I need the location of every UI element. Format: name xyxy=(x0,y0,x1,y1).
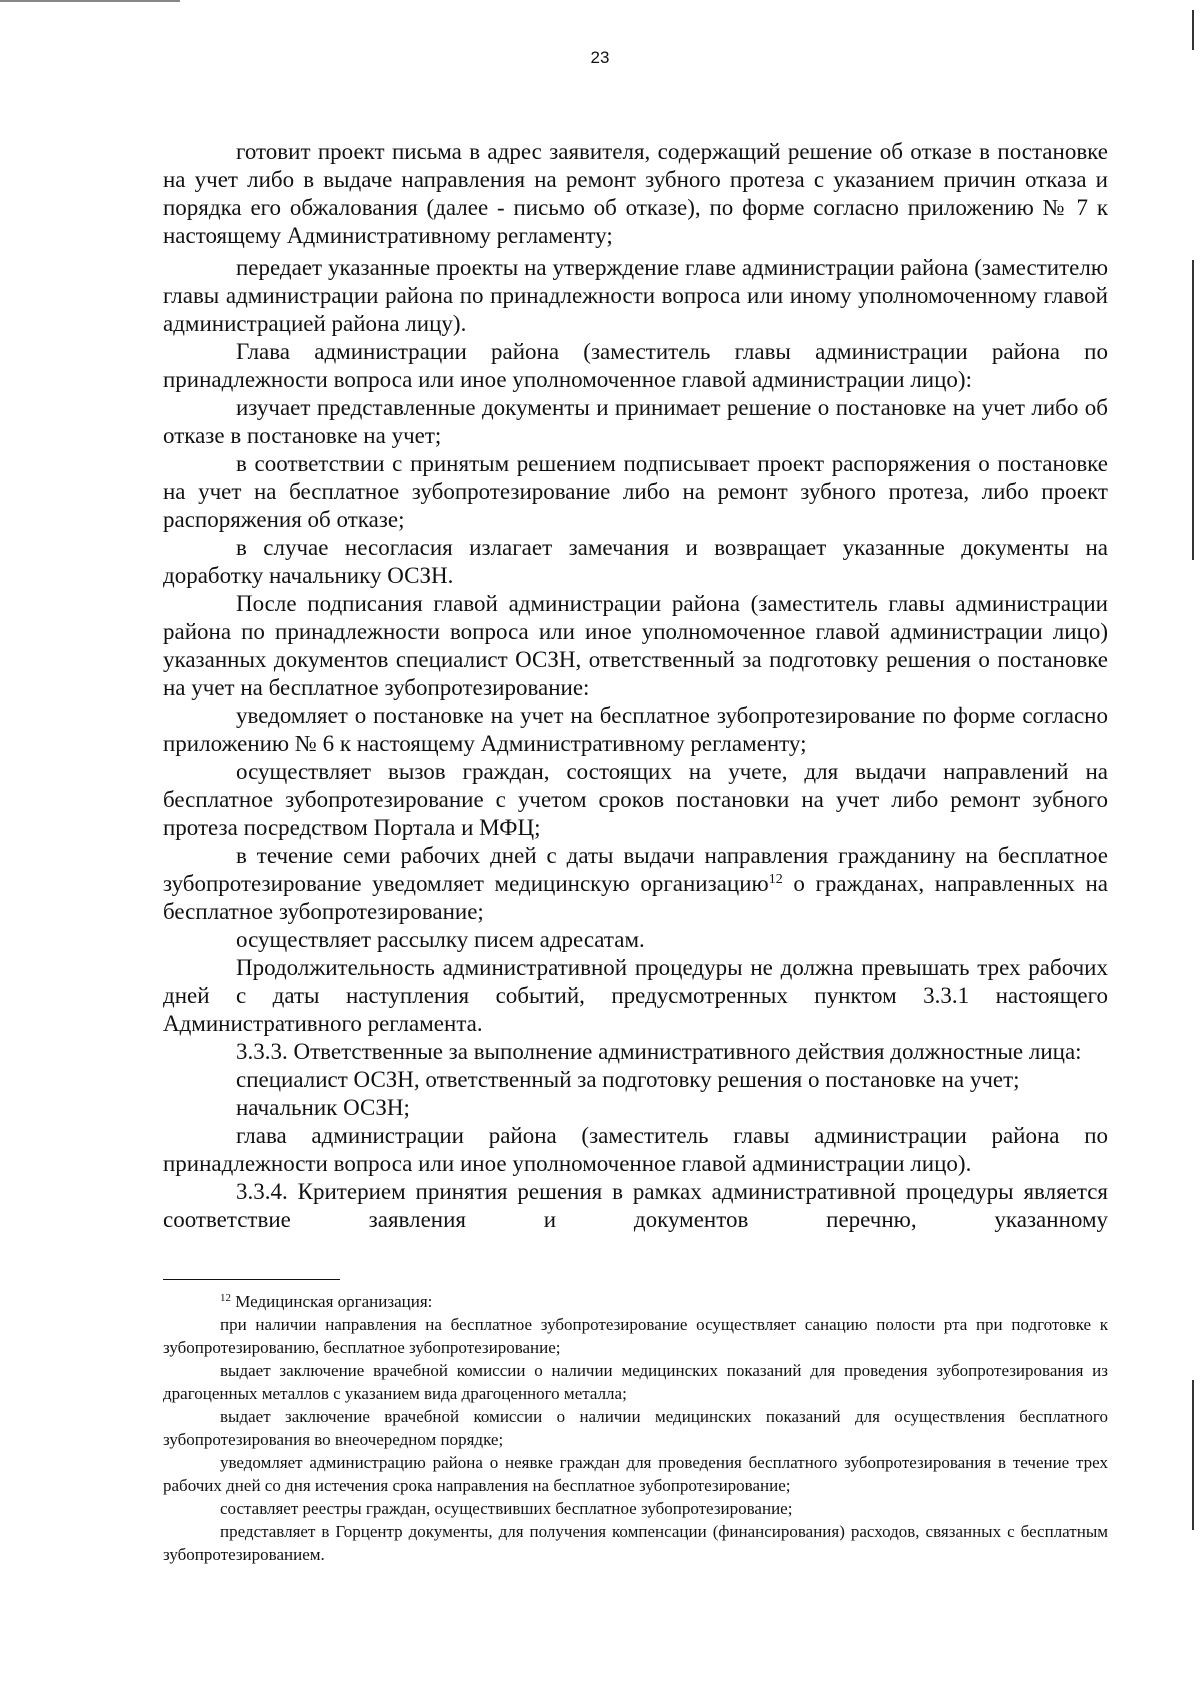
paragraph: После подписания главой администрации района (заместитель главы администрации района по принадлежности вопроса или иное уполномоченное главой администрации лицо) указанных документов специалист ОСЗН, ответственный за подготовку решения о постановке на учет на бесплатное зубопротезирование: xyxy=(163,591,1108,700)
paragraph: уведомляет о постановке на учет на бесплатное зубопротезирование по форме согласно приложению № 6 к настоящему Административному регламенту; xyxy=(163,703,1108,756)
paragraph: осуществляет вызов граждан, состоящих на учете, для выдачи направлений на бесплатное зубопротезирование с учетом сроков постановки на учет либо ремонт зубного протеза посредством Портала и МФЦ; xyxy=(163,759,1108,840)
paragraph: глава администрации района (заместитель главы администрации района по принадлежности вопроса или иное уполномоченное главой администрации лицо). xyxy=(163,1123,1108,1176)
paragraph: 3.3.3. Ответственные за выполнение административного действия должностные лица: xyxy=(236,1039,1082,1064)
footnotes xyxy=(163,1290,1108,1566)
footnote-number: 12 xyxy=(220,1292,231,1304)
paragraph: осуществляет рассылку писем адресатам. xyxy=(236,927,645,952)
scan-edge-mark xyxy=(1192,10,1194,50)
paragraph: в соответствии с принятым решением подписывает проект распоряжения о постановке на учет на бесплатное зубопротезирование либо на ремонт зубного протеза, либо проект распоряжения об отказе; xyxy=(163,451,1108,532)
footnote-item: выдает заключение врачебной комиссии о наличии медицинских показаний для осуществления бесплатного зубопротезирования во внеочередном порядке; xyxy=(163,1407,1108,1449)
footnote-separator xyxy=(163,1279,340,1280)
paragraph: начальник ОСЗН; xyxy=(236,1095,410,1120)
paragraph xyxy=(163,842,1108,926)
footnote-item: уведомляет администрацию района о неявке граждан для проведения бесплатного зубопротезирования в течение трех рабочих дней со дня истечения срока направления на бесплатное зубопротезирование; xyxy=(163,1453,1108,1495)
footnote-heading xyxy=(163,1290,1108,1313)
paragraph: специалист ОСЗН, ответственный за подготовку решения о постановке на учет; xyxy=(236,1067,1020,1092)
footnote-item: выдает заключение врачебной комиссии о наличии медицинских показаний для проведения зубопротезирования из драгоценных металлов с указанием вида драгоценного металла; xyxy=(163,1361,1108,1403)
paragraph: передает указанные проекты на утверждение главе администрации района (заместителю главы администрации района по принадлежности вопроса или иному уполномоченному главой администрацией района лицу). xyxy=(163,255,1108,336)
paragraph-text: в течение семи рабочих дней с даты выдачи направления гражданину на бесплатное зубопротезирование уведомляет медицинскую организацию xyxy=(163,843,1108,896)
paragraph: готовит проект письма в адрес заявителя, содержащий решение об отказе в постановке на учет либо в выдаче направления на ремонт зубного протеза с указанием причин отказа и порядка его обжалования (далее - письмо об отказе), по форме согласно приложению № 7 к настоящему Административному регламенту; xyxy=(163,139,1108,248)
footnote-item: при наличии направления на бесплатное зубопротезирование осуществляет санацию полости рта при подготовке к зубопротезированию, бесплатное зубопротезирование; xyxy=(163,1315,1108,1357)
paragraph: 3.3.4. Критерием принятия решения в рамках административной процедуры является соответствие заявления и документов перечню, указанному xyxy=(163,1179,1108,1232)
page-number: 23 xyxy=(590,48,610,67)
paragraph-text: о гражданах, направленных на бесплатное зубопротезирование; xyxy=(163,871,1108,924)
footnote-item: составляет реестры граждан, осуществивших бесплатное зубопротезирование; xyxy=(220,1499,793,1518)
paragraph: Глава администрации района (заместитель главы администрации района по принадлежности вопроса или иное уполномоченное главой администрации лицо): xyxy=(163,339,1108,392)
scan-edge-mark xyxy=(1192,1380,1194,1530)
paragraph: изучает представленные документы и принимает решение о постановке на учет либо об отказе в постановке на учет; xyxy=(163,395,1108,448)
scan-edge-line xyxy=(0,0,180,2)
paragraph: в случае несогласия излагает замечания и возвращает указанные документы на доработку начальнику ОСЗН. xyxy=(163,535,1108,588)
paragraph: Продолжительность административной процедуры не должна превышать трех рабочих дней с даты наступления событий, предусмотренных пунктом 3.3.1 настоящего Административного регламента. xyxy=(163,955,1108,1036)
footnote-item: представляет в Горцентр документы, для получения компенсации (финансирования) расходов, связанных с бесплатным зубопротезированием. xyxy=(163,1522,1108,1564)
body-text xyxy=(163,138,1108,1234)
scan-edge-mark xyxy=(1192,260,1194,560)
footnote-text: Медицинская организация: xyxy=(235,1292,433,1311)
footnote-reference: 12 xyxy=(768,872,783,887)
